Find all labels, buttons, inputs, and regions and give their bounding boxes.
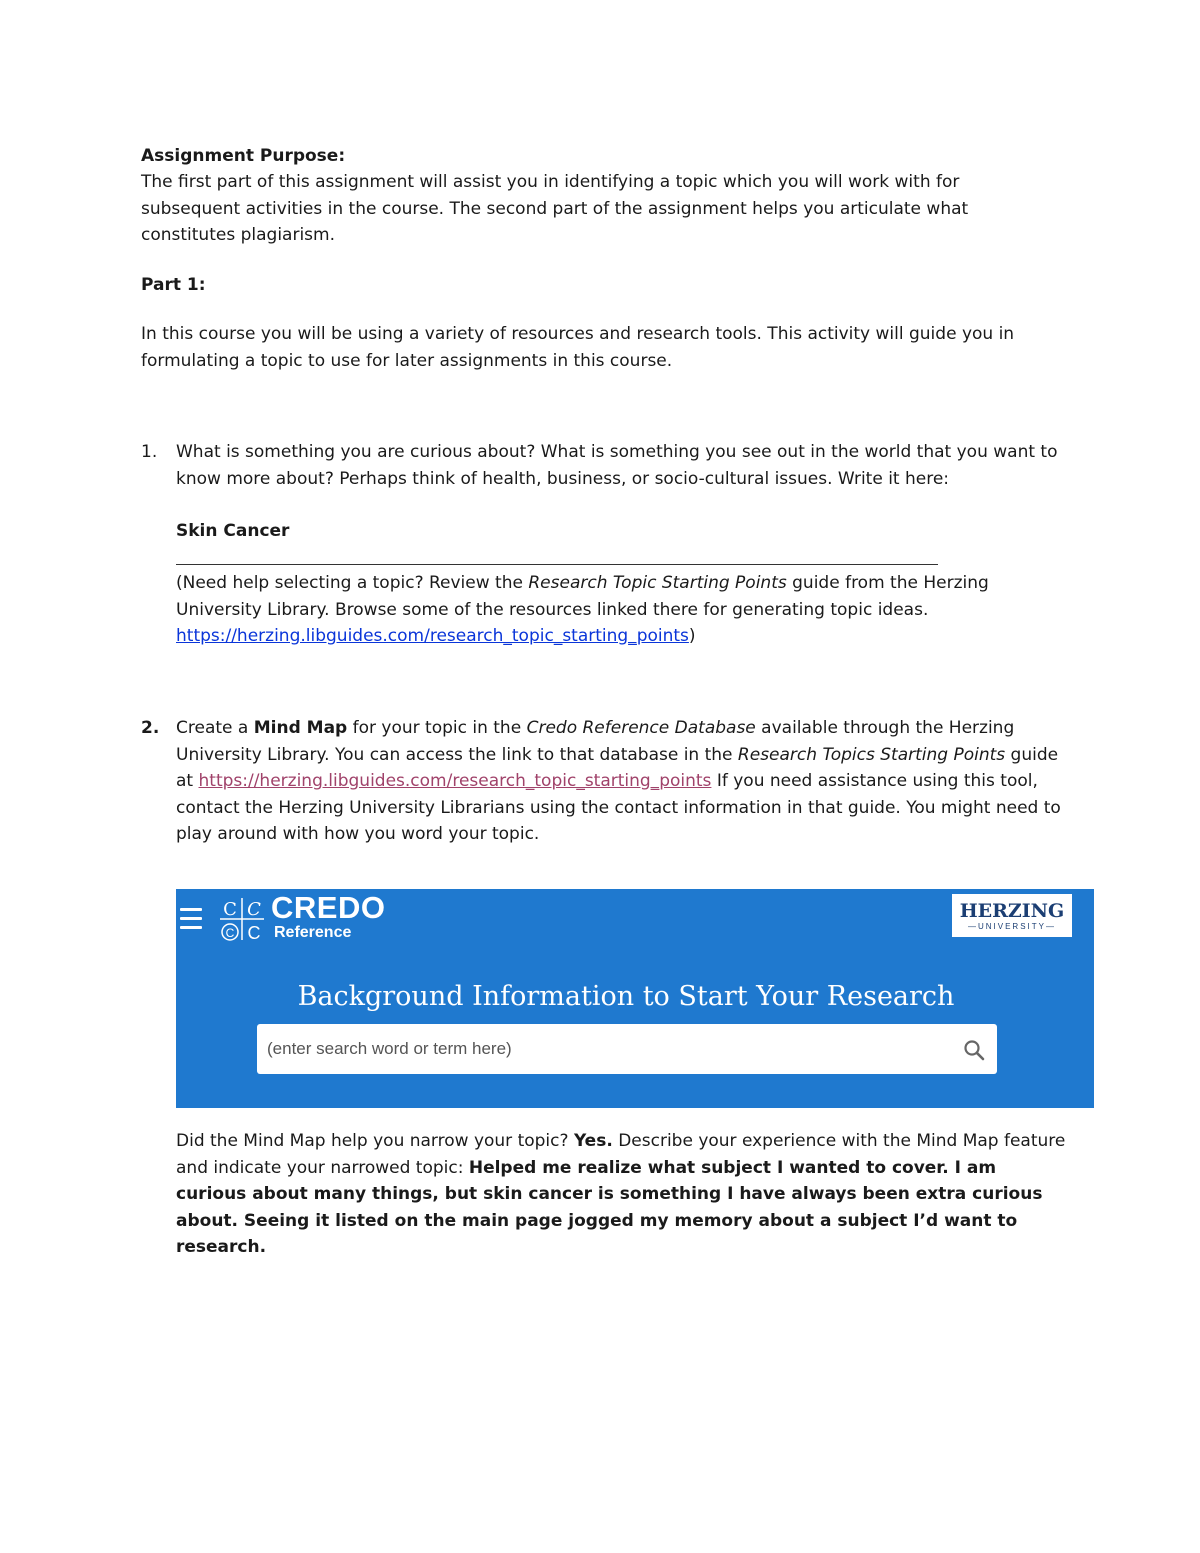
part1-intro: In this course you will be using a variety of resources and research tools. This activity will guide you in formulating a topic to use for later assignments in this course. <box>141 324 1015 371</box>
part1-heading: Part 1: <box>141 275 206 295</box>
q2-number: 2. <box>141 718 160 738</box>
credo-screenshot <box>176 889 1094 1108</box>
q2-text-2: for your topic in the <box>347 718 527 738</box>
purpose-text: The first part of this assignment will assist you in identifying a topic which you will work with for subsequent activities in the course. The second part of the assignment helps you articulate what constitutes plagiarism. <box>141 172 969 245</box>
q1-help-close: ) <box>688 626 696 646</box>
svg-text:C: C <box>225 926 235 940</box>
q1-number: 1. <box>141 442 158 462</box>
herzing-sub: —UNIVERSITY— <box>967 922 1056 931</box>
q2-mind-map: Mind Map <box>253 718 348 738</box>
q1-help-guide: Research Topic Starting Points <box>528 573 787 593</box>
herzing-logo <box>952 894 1072 937</box>
q1-help-open: (Need help selecting a topic? Review the <box>176 573 529 593</box>
reflection <box>176 1128 1066 1261</box>
menu-icon[interactable] <box>180 908 202 928</box>
search-icon[interactable] <box>963 1039 985 1061</box>
q1-help-link[interactable]: https://herzing.libguides.com/research_topic_starting_points <box>176 626 689 646</box>
svg-text:C: C <box>247 899 261 920</box>
q2-link[interactable]: https://herzing.libguides.com/research_topic_starting_points <box>198 771 712 791</box>
credo-brand-sub: Reference <box>274 924 352 941</box>
svg-text:C: C <box>223 899 237 920</box>
answer-underline <box>176 564 938 565</box>
q1-help <box>176 570 1066 650</box>
credo-logo-icon <box>214 894 270 944</box>
reflection-question: Did the Mind Map help you narrow your topic? <box>176 1131 574 1151</box>
credo-headline: Background Information to Start Your Research <box>297 981 955 1012</box>
q1-help-rest: guide from the Herzing University Library. Browse some of the resources linked there for generating topic ideas. <box>176 573 989 620</box>
q2-guide-name: Research Topics Starting Points <box>737 744 1006 765</box>
svg-text:C: C <box>247 923 261 943</box>
q2-text <box>176 715 1066 848</box>
credo-search-box[interactable] <box>257 1024 997 1074</box>
credo-search-placeholder: (enter search word or term here) <box>267 1039 512 1058</box>
reflection-yes: Yes. <box>573 1131 613 1151</box>
q1-question: What is something you are curious about? What is something you see out in the world that you want to know more about? Perhaps think of health, business, or socio-cultural issues. Write it here: <box>176 442 1058 489</box>
reflection-answer: Helped me realize what subject I wanted to cover. I am curious about many things, but skin cancer is something I have always been extra curious about. Seeing it listed on the main page jogged my memory about a subject I’d want to research. <box>176 1157 1043 1257</box>
q2-text-3: available through the Herzing University Library. You can access the link to that database in the <box>176 718 1015 765</box>
herzing-name: HERZING <box>959 900 1065 922</box>
herzing-sub-text: UNIVERSITY <box>977 922 1046 931</box>
purpose-heading: Assignment Purpose: <box>141 146 346 166</box>
credo-brand: CREDO <box>271 890 386 925</box>
reflection-question-2: Describe your experience with the Mind Map feature and indicate your narrowed topic: <box>176 1131 1066 1178</box>
q2-text-1: Create a <box>176 718 254 738</box>
q2-credo-db: Credo Reference Database <box>526 718 756 738</box>
q1-answer: Skin Cancer <box>176 521 290 541</box>
q2-text-5: If you need assistance using this tool, contact the Herzing University Librarians using the contact information in that guide. You might need to play around with how you word your topic. <box>176 771 1061 844</box>
q2-text-4: guide at <box>176 744 1059 791</box>
